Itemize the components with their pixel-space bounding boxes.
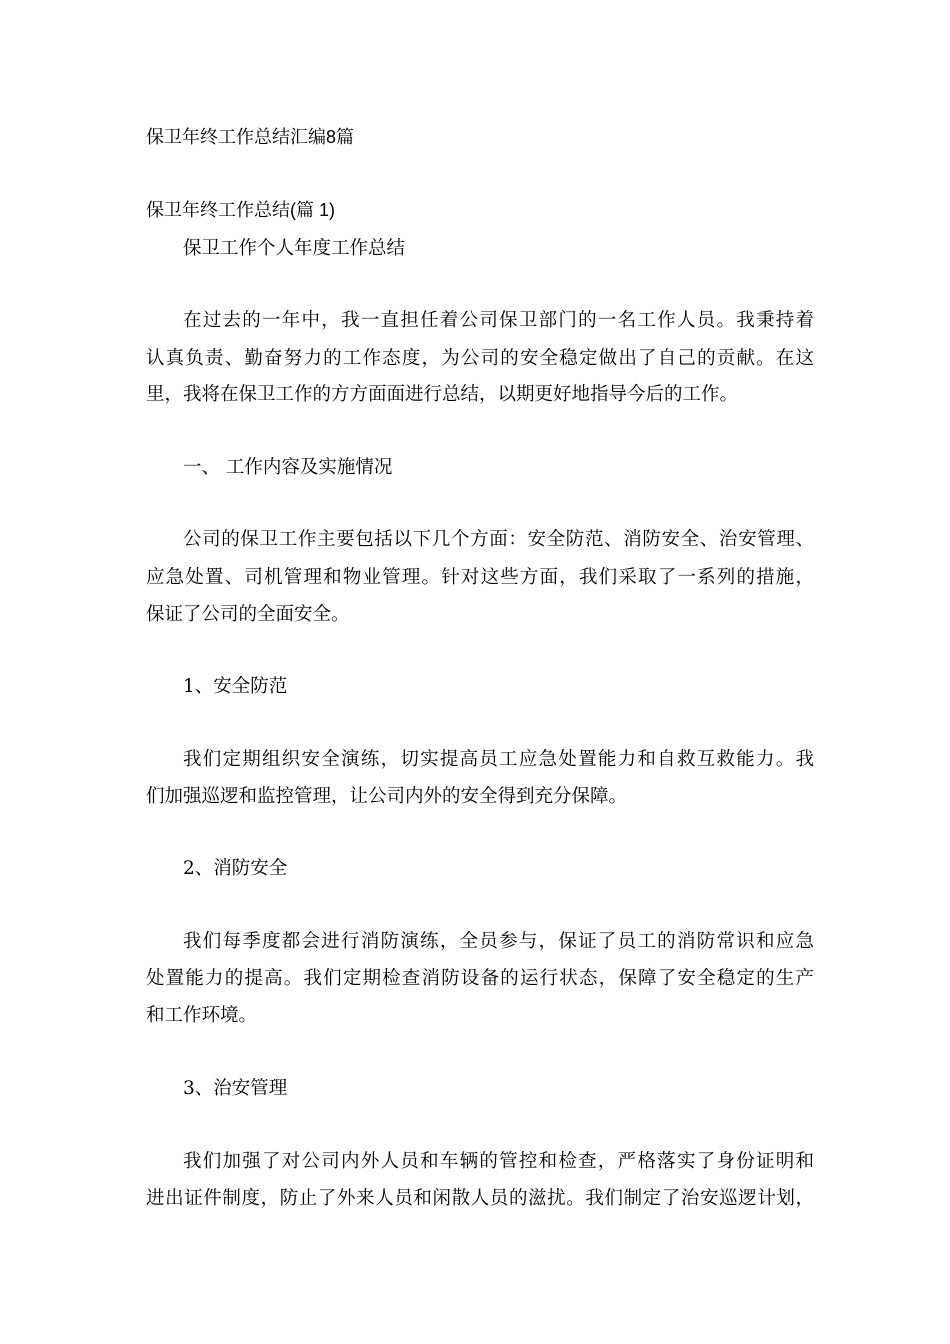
item3-line-1: 我们加强了对公司内外人员和车辆的管控和检查，严格落实了身份证明和	[183, 1151, 814, 1172]
intro-line-2: 认真负责、勤奋努力的工作态度，为公司的安全稳定做出了自己的贡献。在这	[146, 348, 814, 369]
overview-line-2: 应急处置、司机管理和物业管理。针对这些方面，我们采取了一系列的措施，	[146, 567, 814, 588]
overview-line-3: 保证了公司的全面安全。	[146, 604, 350, 625]
subtitle: 保卫工作个人年度工作总结	[183, 238, 406, 259]
item1-line-1: 我们定期组织安全演练，切实提高员工应急处置能力和自救互救能力。我	[183, 749, 814, 770]
item2-line-2: 处置能力的提高。我们定期检查消防设备的运行状态，保障了安全稳定的生产	[146, 968, 814, 989]
part1-heading: 一、 工作内容及实施情况	[183, 457, 393, 478]
overview-line-1: 公司的保卫工作主要包括以下几个方面：安全防范、消防安全、治安管理、	[183, 529, 814, 550]
intro-line-1: 在过去的一年中，我一直担任着公司保卫部门的一名工作人员。我秉持着	[183, 310, 814, 331]
section-heading: 保卫年终工作总结(篇 1)	[146, 200, 335, 220]
item1-line-2: 们加强巡逻和监控管理，让公司内外的安全得到充分保障。	[146, 786, 628, 807]
document-title: 保卫年终工作总结汇编8篇	[146, 127, 355, 147]
item2-line-3: 和工作环境。	[146, 1005, 258, 1026]
intro-line-3: 里，我将在保卫工作的方方面面进行总结，以期更好地指导今后的工作。	[146, 384, 739, 405]
item3-line-2: 进出证件制度，防止了外来人员和闲散人员的滋扰。我们制定了治安巡逻计划，	[146, 1188, 814, 1209]
item1-heading: 1、安全防范	[183, 676, 288, 697]
item2-line-1: 我们每季度都会进行消防演练，全员参与，保证了员工的消防常识和应急	[183, 931, 814, 952]
item3-heading: 3、治安管理	[183, 1078, 288, 1099]
item2-heading: 2、消防安全	[183, 858, 288, 879]
